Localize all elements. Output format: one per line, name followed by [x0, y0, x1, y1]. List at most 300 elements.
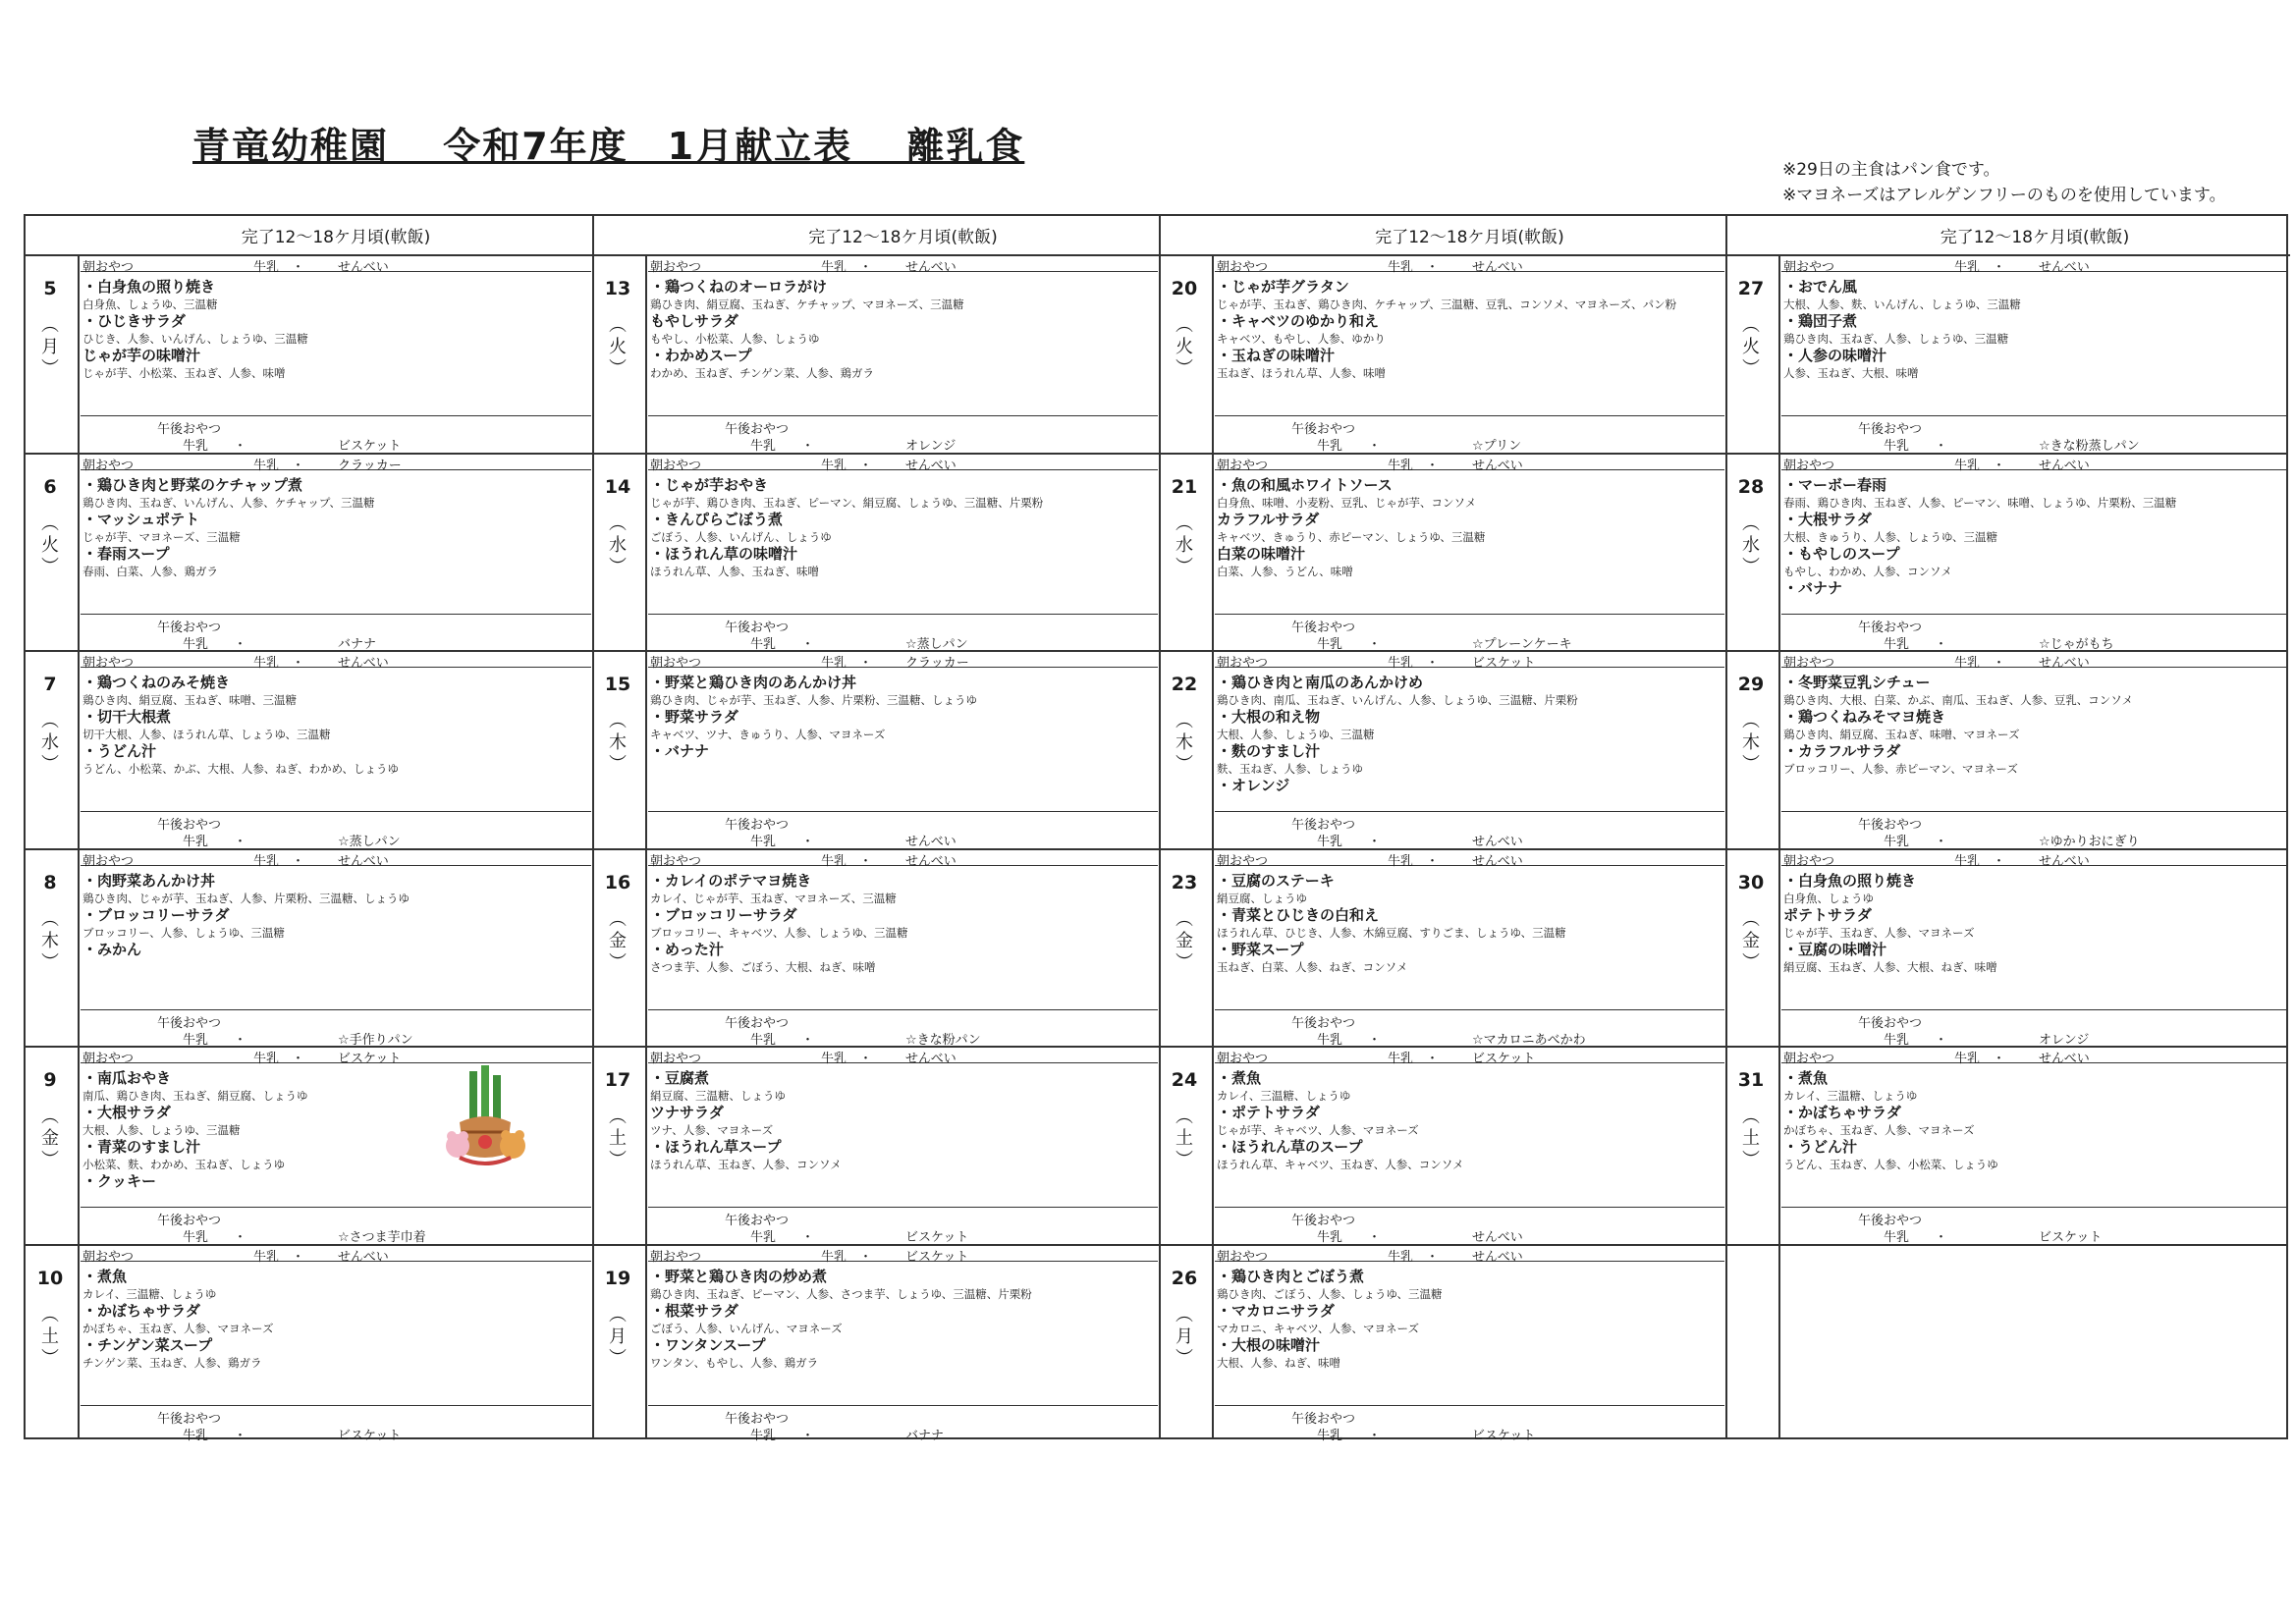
dish-ingredients: カレイ、三温糖、しょうゆ [82, 1286, 217, 1301]
paren-open: ︵ [1742, 513, 1760, 534]
afternoon-snack-drink: 牛乳 ・ [1884, 835, 1948, 849]
column-header: 完了12～18ケ月頃(軟飯) [79, 216, 593, 256]
dish-ingredients: 鶏ひき肉、玉ねぎ、ピーマン、人参、さつま芋、しょうゆ、三温糖、片栗粉 [650, 1286, 1032, 1301]
weekday: 金 [41, 1128, 59, 1149]
dish-ingredients: 絹豆腐、玉ねぎ、人参、大根、ねぎ、味噌 [1783, 959, 1997, 974]
dish-ingredients: かぼちゃ、玉ねぎ、人参、マヨネーズ [1783, 1123, 1975, 1137]
morning-snack-drink: 牛乳 ・ [1954, 1052, 2006, 1066]
afternoon-snack-drink: 牛乳 ・ [1884, 636, 1948, 652]
dish-ingredients: 小松菜、麩、わかめ、玉ねぎ、しょうゆ [82, 1158, 286, 1171]
afternoon-snack [1781, 415, 2288, 452]
dish-name: ・鶏ひき肉と南瓜のあんかけめ [1217, 674, 1424, 691]
dish-ingredients: 麩、玉ねぎ、人参、しょうゆ [1217, 762, 1364, 776]
day-of-week [26, 315, 75, 380]
paren-open: ︵ [41, 1304, 59, 1325]
morning-snack-label: 朝おやつ [1217, 1249, 1269, 1265]
dish-name: ・青菜とひじきの白和え [1217, 905, 1380, 924]
morning-snack-label: 朝おやつ [82, 260, 135, 275]
lunch-menu [1217, 278, 1721, 381]
lunch-menu [650, 872, 1154, 975]
dish-name: ・ワンタンスープ [650, 1335, 766, 1354]
dish-ingredients: 春雨、白菜、人参、鶏ガラ [82, 564, 218, 578]
dish-name: カラフルサラダ [1217, 510, 1320, 528]
morning-snack-drink: 牛乳 ・ [1388, 853, 1440, 869]
morning-snack [648, 652, 1158, 671]
dish-ingredients: 鶏ひき肉、絹豆腐、玉ねぎ、味噌、三温糖 [82, 693, 298, 707]
dish-name: ・春雨スープ [82, 544, 170, 563]
dish-ingredients: 玉ねぎ、ほうれん草、人参、味噌 [1217, 366, 1387, 380]
page-title: 青竜幼稚園 令和7年度 1月献立表 離乳食 [192, 125, 1025, 168]
day-number: 8 [43, 871, 57, 893]
dish-name: ・ほうれん草のスープ [1217, 1138, 1363, 1156]
dish-ingredients: 鶏ひき肉、じゃが芋、玉ねぎ、人参、片栗粉、三温糖、しょうゆ [650, 693, 978, 707]
morning-snack-item: クラッカー [905, 656, 969, 671]
weekday: 木 [41, 930, 59, 951]
dish-ingredients: ブロッコリー、人参、赤ピーマン、マヨネーズ [1783, 762, 2018, 776]
morning-snack [648, 850, 1158, 869]
afternoon-snack-label: 午後おやつ [725, 422, 790, 437]
morning-snack-item: せんべい [1472, 458, 1523, 473]
paren-open: ︵ [41, 908, 59, 930]
morning-snack-label: 朝おやつ [82, 458, 135, 473]
dish-name: ツナサラダ [650, 1104, 724, 1121]
number-column-divider [645, 254, 647, 1437]
morning-snack-drink: 牛乳 ・ [253, 656, 305, 671]
dish-ingredients: カレイ、じゃが芋、玉ねぎ、マヨネーズ、三温糖 [650, 891, 897, 905]
afternoon-snack-label: 午後おやつ [1291, 422, 1356, 437]
weekday: 水 [609, 534, 627, 556]
dish-ingredients: キャベツ、きゅうり、赤ピーマン、しょうゆ、三温糖 [1217, 529, 1486, 544]
afternoon-snack [1215, 1405, 1724, 1441]
morning-snack [648, 455, 1158, 473]
dish-name: ・ほうれん草の味噌汁 [650, 544, 798, 563]
dish-ingredients: うどん、小松菜、かぶ、大根、人参、ねぎ、わかめ、しょうゆ [82, 762, 399, 776]
dish-name: ・うどん汁 [82, 742, 157, 760]
lunch-menu [1783, 1069, 2284, 1172]
dish-ingredients: かぼちゃ、玉ねぎ、人参、マヨネーズ [82, 1321, 274, 1335]
morning-snack-label: 朝おやつ [1217, 458, 1269, 473]
afternoon-snack-item: せんべい [1472, 835, 1523, 849]
paren-close: ︶ [1742, 556, 1760, 577]
weekday: 水 [1742, 534, 1760, 556]
column-header: 完了12～18ケ月頃(軟飯) [1779, 216, 2290, 256]
dish-name: ・かぼちゃサラダ [82, 1301, 200, 1320]
lunch-menu [650, 278, 1154, 381]
afternoon-snack [1215, 1009, 1724, 1046]
day-of-week [593, 514, 642, 578]
weekday: 火 [1742, 337, 1760, 357]
afternoon-snack-drink: 牛乳 ・ [1317, 1428, 1382, 1443]
afternoon-snack-label: 午後おやつ [725, 1214, 790, 1228]
morning-snack [1781, 652, 2288, 671]
paren-open: ︵ [1742, 908, 1760, 930]
morning-snack-item: ビスケット [1472, 656, 1536, 671]
afternoon-snack [648, 1207, 1158, 1243]
dish-ingredients: もやし、小松菜、人参、しょうゆ [650, 332, 820, 346]
afternoon-snack-item: オレンジ [2039, 1032, 2090, 1048]
morning-snack-drink: 牛乳 ・ [1388, 458, 1440, 473]
lunch-menu [650, 1268, 1154, 1371]
morning-snack-item: せんべい [905, 853, 957, 869]
afternoon-snack-label: 午後おやつ [725, 1015, 790, 1031]
morning-snack [1215, 850, 1724, 869]
dish-name: ・ブロッコリーサラダ [650, 905, 797, 924]
dish-ingredients: じゃが芋、玉ねぎ、鶏ひき肉、ケチャップ、三温糖、豆乳、コンソメ、マヨネーズ、パン粉 [1217, 298, 1677, 311]
morning-snack-label: 朝おやつ [1217, 260, 1269, 275]
dish-name: ・大根の和え物 [1217, 708, 1321, 726]
afternoon-snack-label: 午後おやつ [1291, 620, 1356, 635]
morning-snack-drink: 牛乳 ・ [1388, 1052, 1440, 1066]
day-of-week [1726, 514, 1776, 578]
morning-snack-item: せんべい [1472, 260, 1523, 275]
afternoon-snack-item: ビスケット [338, 439, 402, 454]
dish-ingredients: 大根、人参、しょうゆ、三温糖 [82, 1123, 241, 1137]
number-column-divider [1778, 254, 1780, 1437]
lunch-menu [82, 872, 587, 959]
lunch-menu [1217, 674, 1721, 795]
morning-snack-label: 朝おやつ [650, 1249, 702, 1265]
day-number: 20 [1171, 278, 1198, 299]
morning-snack [1781, 256, 2288, 275]
morning-snack-label: 朝おやつ [82, 853, 135, 869]
dish-ingredients: 鶏ひき肉、大根、白菜、かぶ、南瓜、玉ねぎ、人参、豆乳、コンソメ [1783, 693, 2134, 707]
dish-ingredients: ひじき、人参、いんげん、しょうゆ、三温糖 [82, 332, 308, 346]
dish-name: ・うどん汁 [1783, 1138, 1858, 1156]
dish-ingredients: マカロニ、キャベツ、人参、マヨネーズ [1217, 1321, 1419, 1335]
afternoon-snack-item: ☆プレーンケーキ [1472, 636, 1572, 652]
weekday: 水 [41, 732, 59, 753]
dish-ingredients: ほうれん草、ひじき、人参、木綿豆腐、すりごま、しょうゆ、三温糖 [1217, 925, 1566, 940]
dish-name: ・豆腐のステーキ [1217, 871, 1335, 890]
notes [1782, 157, 2226, 208]
afternoon-snack-item: ☆蒸しパン [338, 835, 401, 849]
afternoon-snack-item: ☆手作りパン [338, 1032, 413, 1048]
afternoon-snack-drink: 牛乳 ・ [1317, 636, 1382, 652]
paren-close: ︶ [609, 358, 627, 379]
day-number: 17 [604, 1069, 631, 1091]
day-of-week [593, 711, 642, 776]
afternoon-snack-drink: 牛乳 ・ [750, 1428, 815, 1443]
day-of-week [593, 315, 642, 380]
dish-ingredients: ほうれん草、キャベツ、玉ねぎ、人参、コンソメ [1217, 1158, 1464, 1171]
afternoon-snack-item: ☆蒸しパン [905, 636, 968, 652]
dish-name: ・切干大根煮 [82, 708, 172, 726]
afternoon-snack-drink: 牛乳 ・ [750, 835, 815, 849]
number-column-divider [78, 254, 80, 1437]
dish-ingredients: ワンタン、もやし、人参、鶏ガラ [650, 1355, 819, 1370]
afternoon-snack-label: 午後おやつ [157, 818, 222, 833]
dish-name: ・魚の和風ホワイトソース [1217, 475, 1393, 494]
afternoon-snack [648, 614, 1158, 650]
day-number: 31 [1737, 1069, 1765, 1091]
morning-snack-label: 朝おやつ [650, 656, 702, 671]
afternoon-snack-label: 午後おやつ [157, 1015, 222, 1031]
weekday: 土 [1175, 1128, 1193, 1149]
morning-snack [81, 455, 591, 473]
morning-snack [1781, 455, 2288, 473]
dish-name: ・みかん [82, 940, 142, 958]
dish-name: ・鶏つくねのみそ焼き [82, 674, 231, 691]
dish-ingredients: カレイ、三温糖、しょうゆ [1783, 1089, 1918, 1103]
morning-snack-label: 朝おやつ [1783, 458, 1835, 473]
lunch-menu [1783, 872, 2284, 975]
morning-snack-drink: 牛乳 ・ [1388, 656, 1440, 671]
morning-snack-label: 朝おやつ [1783, 260, 1835, 275]
morning-snack-item: せんべい [2039, 260, 2090, 275]
day-number: 28 [1737, 475, 1765, 498]
paren-close: ︶ [1742, 754, 1760, 775]
afternoon-snack-item: ビスケット [2039, 1230, 2103, 1245]
morning-snack-item: クラッカー [338, 458, 402, 473]
morning-snack-label: 朝おやつ [1217, 656, 1269, 671]
lunch-menu [82, 1268, 587, 1371]
day-number: 5 [43, 278, 57, 299]
paren-open: ︵ [1175, 908, 1193, 930]
dish-ingredients: ごぼう、人参、いんげん、マヨネーズ [650, 1321, 843, 1335]
weekday: 金 [1175, 930, 1193, 951]
morning-snack-drink: 牛乳 ・ [1954, 458, 2006, 473]
afternoon-snack-drink: 牛乳 ・ [750, 1032, 815, 1048]
morning-snack-item: せんべい [338, 853, 389, 869]
morning-snack [1215, 1246, 1724, 1265]
day-number: 9 [43, 1069, 57, 1091]
paren-close: ︶ [609, 556, 627, 577]
dish-name: ・クッキー [82, 1172, 157, 1190]
dish-name: ・マーボー春雨 [1783, 475, 1887, 494]
day-number: 14 [604, 475, 631, 498]
afternoon-snack-label: 午後おやつ [1858, 818, 1923, 833]
morning-snack-drink: 牛乳 ・ [253, 1249, 305, 1265]
weekday: 土 [41, 1325, 59, 1347]
paren-open: ︵ [609, 711, 627, 731]
paren-open: ︵ [1742, 1107, 1760, 1127]
dish-ingredients: じゃが芋、玉ねぎ、人参、マヨネーズ [1783, 925, 1975, 940]
dish-ingredients: 大根、人参、麩、いんげん、しょうゆ、三温糖 [1783, 298, 2021, 311]
day-number: 19 [604, 1267, 631, 1289]
dish-ingredients: もやし、わかめ、人参、コンソメ [1783, 564, 1952, 578]
dish-name: じゃが芋の味噌汁 [82, 347, 201, 364]
day-number: 29 [1737, 674, 1765, 695]
morning-snack [81, 1048, 591, 1066]
day-of-week [1726, 711, 1776, 776]
afternoon-snack-drink: 牛乳 ・ [183, 1428, 247, 1443]
afternoon-snack-item: ☆プリン [1472, 439, 1522, 454]
column-header-number-blank [1726, 216, 1779, 256]
dish-name: ・人参の味噌汁 [1783, 347, 1887, 364]
paren-close: ︶ [609, 951, 627, 973]
afternoon-snack [1781, 1009, 2288, 1046]
weekday: 水 [1175, 534, 1193, 556]
morning-snack-drink: 牛乳 ・ [1954, 853, 2006, 869]
dish-ingredients: 南瓜、鶏ひき肉、玉ねぎ、絹豆腐、しょうゆ [82, 1089, 308, 1103]
dish-ingredients: 白身魚、しょうゆ、三温糖 [82, 298, 218, 311]
afternoon-snack-drink: 牛乳 ・ [1317, 439, 1382, 454]
afternoon-snack-label: 午後おやつ [157, 1411, 222, 1427]
afternoon-snack-drink: 牛乳 ・ [1884, 439, 1948, 454]
menu-calendar [24, 214, 2288, 1443]
column-header-number-blank [26, 216, 79, 256]
afternoon-snack [1781, 614, 2288, 650]
morning-snack-label: 朝おやつ [650, 458, 702, 473]
afternoon-snack-item: ☆きな粉パン [905, 1032, 981, 1048]
morning-snack-drink: 牛乳 ・ [1954, 656, 2006, 671]
paren-open: ︵ [609, 908, 627, 930]
dish-name: ・オレンジ [1217, 777, 1290, 794]
morning-snack-label: 朝おやつ [650, 853, 702, 869]
day-number: 27 [1737, 278, 1765, 299]
afternoon-snack [648, 415, 1158, 452]
morning-snack-item: せんべい [338, 656, 389, 671]
afternoon-snack-drink: 牛乳 ・ [750, 439, 815, 454]
dish-name: ・鶏団子煮 [1783, 312, 1858, 330]
paren-open: ︵ [609, 1107, 627, 1127]
afternoon-snack-drink: 牛乳 ・ [183, 1230, 247, 1245]
weekday: 木 [1742, 732, 1760, 753]
paren-open: ︵ [609, 1304, 627, 1325]
dish-name: ・ポテトサラダ [1217, 1104, 1320, 1121]
morning-snack-item: せんべい [2039, 458, 2090, 473]
afternoon-snack-drink: 牛乳 ・ [750, 636, 815, 652]
lunch-menu [82, 674, 587, 777]
day-of-week [1726, 315, 1776, 380]
day-of-week [593, 909, 642, 974]
dish-ingredients: じゃが芋、小松菜、玉ねぎ、人参、味噌 [82, 366, 286, 380]
afternoon-snack [1215, 415, 1724, 452]
dish-name: ・野菜サラダ [650, 708, 738, 726]
afternoon-snack-drink: 牛乳 ・ [1317, 835, 1382, 849]
morning-snack-label: 朝おやつ [1217, 853, 1269, 869]
morning-snack [1215, 256, 1724, 275]
morning-snack-item: ビスケット [1472, 1052, 1536, 1066]
morning-snack-label: 朝おやつ [650, 260, 702, 275]
paren-close: ︶ [609, 1150, 627, 1170]
dish-name: ・野菜スープ [1217, 940, 1304, 958]
afternoon-snack-drink: 牛乳 ・ [1884, 1032, 1948, 1048]
lunch-menu [1217, 1268, 1721, 1371]
dish-ingredients: 鶏ひき肉、じゃが芋、玉ねぎ、人参、片栗粉、三温糖、しょうゆ [82, 891, 410, 905]
morning-snack [648, 256, 1158, 275]
afternoon-snack-label: 午後おやつ [1291, 1214, 1356, 1228]
paren-close: ︶ [1742, 1150, 1760, 1170]
morning-snack-item: せんべい [1472, 1249, 1523, 1265]
dish-ingredients: 大根、人参、しょうゆ、三温糖 [1217, 728, 1375, 741]
day-number: 21 [1171, 475, 1198, 498]
paren-close: ︶ [41, 951, 59, 973]
afternoon-snack-item: ☆きな粉蒸しパン [2039, 439, 2140, 454]
morning-snack-drink: 牛乳 ・ [821, 656, 873, 671]
paren-open: ︵ [1175, 1107, 1193, 1127]
lunch-menu [1783, 674, 2284, 777]
dish-name: ・南瓜おやき [82, 1069, 172, 1087]
morning-snack-item: せんべい [338, 1249, 389, 1265]
dish-ingredients: 切干大根、人参、ほうれん草、しょうゆ、三温糖 [82, 728, 331, 741]
morning-snack-item: せんべい [905, 1052, 957, 1066]
morning-snack-label: 朝おやつ [82, 1052, 135, 1066]
note-bread: ※29日の主食はパン食です。 [1782, 160, 2000, 180]
dish-name: ・大根の味噌汁 [1217, 1335, 1321, 1354]
dish-ingredients: 鶏ひき肉、ごぼう、人参、しょうゆ、三温糖 [1217, 1286, 1443, 1301]
paren-close: ︶ [609, 754, 627, 775]
dish-name: ・鶏ひき肉と野菜のケチャップ煮 [82, 475, 302, 494]
afternoon-snack [1215, 811, 1724, 847]
afternoon-snack [1781, 1207, 2288, 1243]
dish-name: ・煮魚 [1783, 1069, 1829, 1087]
afternoon-snack-item: ☆ゆかりおにぎり [2039, 835, 2140, 849]
dish-name: ・冬野菜豆乳シチュー [1783, 674, 1931, 691]
dish-ingredients: うどん、玉ねぎ、人参、小松菜、しょうゆ [1783, 1158, 1998, 1171]
weekday: 金 [609, 930, 627, 951]
morning-snack [1781, 1048, 2288, 1066]
dish-name: ・チンゲン菜スープ [82, 1335, 213, 1354]
morning-snack [81, 652, 591, 671]
dish-name: ・青菜のすまし汁 [82, 1138, 201, 1156]
afternoon-snack-label: 午後おやつ [1858, 422, 1923, 437]
dish-ingredients: さつま芋、人参、ごぼう、大根、ねぎ、味噌 [650, 959, 876, 974]
weekday: 金 [1742, 930, 1760, 951]
dish-name: ・麩のすまし汁 [1217, 742, 1321, 760]
paren-close: ︶ [41, 1347, 59, 1369]
afternoon-snack-label: 午後おやつ [725, 818, 790, 833]
afternoon-snack-drink: 牛乳 ・ [750, 1230, 815, 1245]
paren-open: ︵ [1175, 315, 1193, 336]
afternoon-snack-item: ☆さつま芋巾着 [338, 1230, 426, 1245]
morning-snack [1215, 1048, 1724, 1066]
paren-close: ︶ [1175, 754, 1193, 775]
dish-name: ・きんぴらごぼう煮 [650, 510, 784, 528]
paren-open: ︵ [1175, 1304, 1193, 1325]
paren-close: ︶ [1742, 951, 1760, 973]
dish-name: ・めった汁 [650, 940, 724, 958]
morning-snack-label: 朝おやつ [1217, 1052, 1269, 1066]
afternoon-snack-label: 午後おやつ [1291, 1411, 1356, 1427]
dish-ingredients: 春雨、鶏ひき肉、玉ねぎ、人参、ピーマン、味噌、しょうゆ、片栗粉、三温糖 [1783, 495, 2177, 510]
dish-name: ・鶏つくねみそマヨ焼き [1783, 708, 1946, 726]
afternoon-snack [648, 1009, 1158, 1046]
dish-ingredients: キャベツ、もやし、人参、ゆかり [1217, 332, 1386, 346]
dish-ingredients: 白身魚、しょうゆ [1783, 891, 1874, 905]
weekday: 火 [41, 534, 59, 556]
paren-open: ︵ [1175, 711, 1193, 731]
afternoon-snack-label: 午後おやつ [1291, 1015, 1356, 1031]
dish-name: もやしサラダ [650, 312, 738, 330]
morning-snack-item: せんべい [2039, 853, 2090, 869]
day-number: 24 [1171, 1069, 1198, 1091]
day-of-week [1160, 514, 1209, 578]
morning-snack-item: せんべい [2039, 656, 2090, 671]
day-number: 15 [604, 674, 631, 695]
dish-ingredients: 鶏ひき肉、玉ねぎ、いんげん、人参、ケチャップ、三温糖 [82, 495, 375, 510]
dish-name: ・豆腐煮 [650, 1069, 710, 1087]
afternoon-snack-drink: 牛乳 ・ [1317, 1230, 1382, 1245]
dish-ingredients: ごぼう、人参、いんげん、しょうゆ [650, 529, 832, 544]
morning-snack-label: 朝おやつ [82, 656, 135, 671]
weekday: 月 [609, 1325, 627, 1347]
morning-snack [648, 1246, 1158, 1265]
dish-name: ・煮魚 [1217, 1069, 1262, 1087]
dish-ingredients: 玉ねぎ、白菜、人参、ねぎ、コンソメ [1217, 959, 1408, 974]
dish-name: ・肉野菜あんかけ丼 [82, 871, 216, 890]
afternoon-snack [81, 1405, 591, 1441]
weekday: 木 [1175, 732, 1193, 753]
paren-open: ︵ [41, 1107, 59, 1127]
afternoon-snack-item: ☆じゃがもち [2039, 636, 2114, 652]
column-divider [592, 216, 594, 1437]
day-of-week [1160, 909, 1209, 974]
dish-name: ・バナナ [1783, 578, 1843, 597]
weekday: 火 [1175, 337, 1193, 357]
dish-name: ・マカロニサラダ [1217, 1301, 1335, 1320]
column-header-number-blank [593, 216, 646, 256]
